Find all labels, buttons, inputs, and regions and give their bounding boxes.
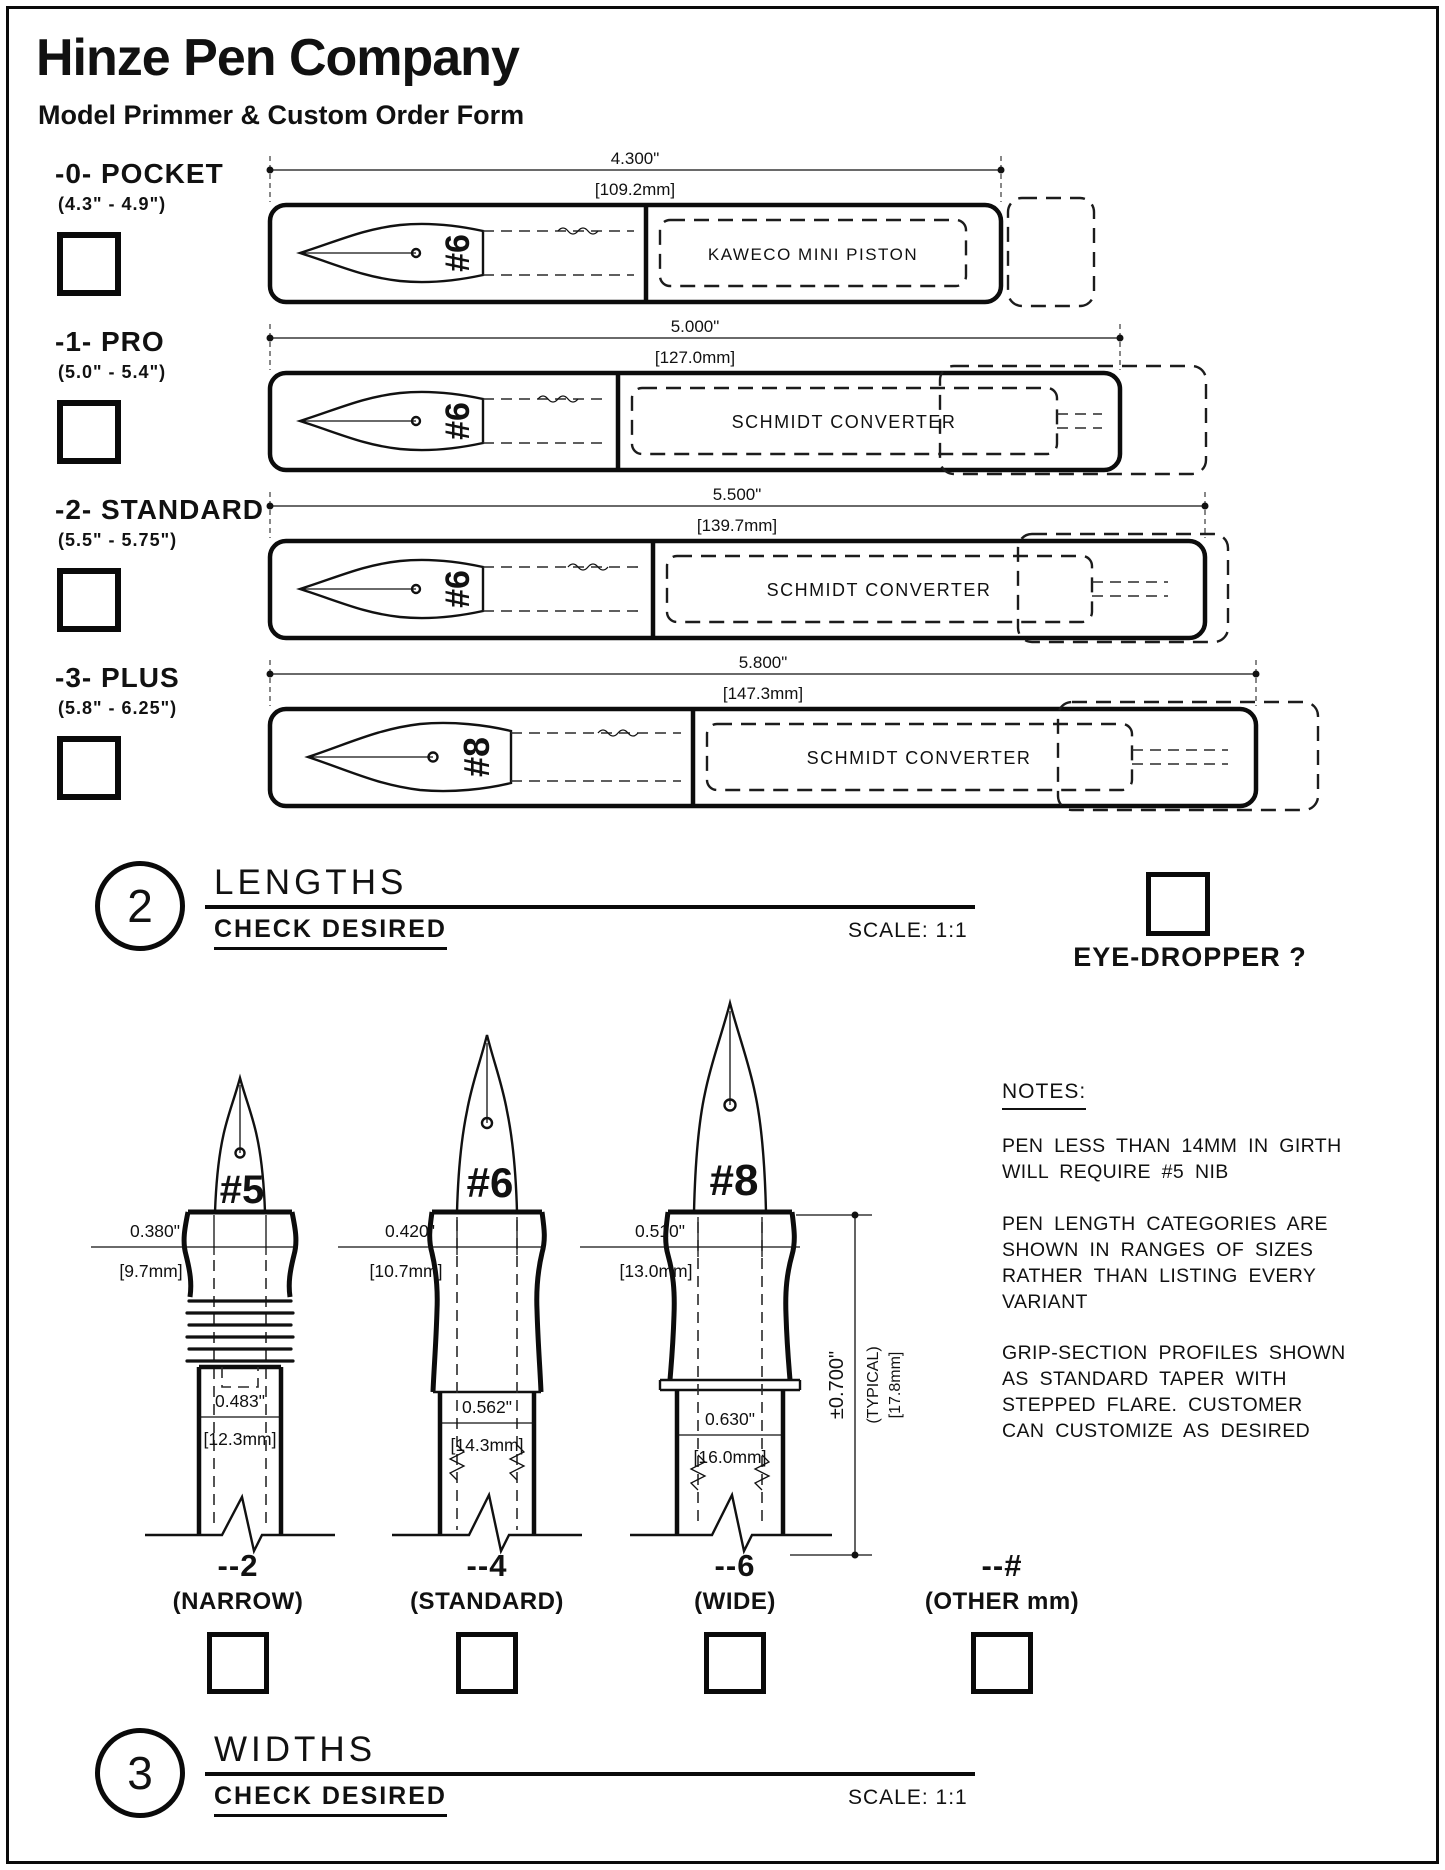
widths-scale-label: SCALE: 1:1 [848, 1786, 968, 1809]
nib6-dia-mm: [10.7mm] [369, 1261, 443, 1281]
section8-dia-inches: 0.630" [704, 1409, 756, 1429]
width-wide-checkbox[interactable] [704, 1632, 766, 1694]
pen-drawing-pro [228, 318, 1378, 478]
model-pocket-code: -0- POCKET [55, 158, 224, 189]
model-pocket-checkbox[interactable] [57, 232, 121, 296]
pro-nib-size-label: #6 [439, 402, 477, 440]
plus-nib-size-label: #8 [456, 736, 497, 778]
section-rule [205, 905, 975, 909]
width-narrow-checkbox[interactable] [207, 1632, 269, 1694]
width-option-wide [620, 1548, 850, 1699]
nib8-drawing [560, 985, 970, 1595]
plus-length-mm: [147.3mm] [722, 684, 804, 703]
lengths-check-desired-label: CHECK DESIRED [214, 915, 447, 950]
section6-dia-mm: [14.3mm] [450, 1435, 524, 1455]
typical-height-note: (TYPICAL) [865, 1346, 882, 1424]
width-other-code: --# [981, 1548, 1023, 1583]
section6-dia-inches: 0.562" [461, 1397, 513, 1417]
pocket-filling-system-label: KAWECO MINI PISTON [707, 245, 919, 264]
pro-filling-system-label: SCHMIDT CONVERTER [731, 412, 957, 432]
nib6-size-label: #6 [466, 1159, 514, 1206]
model-plus-code: -3- PLUS [55, 662, 180, 693]
width-option-standard [372, 1548, 602, 1699]
model-pro-code: -1- PRO [55, 326, 165, 357]
section-number: 2 [127, 880, 153, 932]
lengths-section-title: LENGTHS [214, 863, 408, 902]
width-wide-name: (WIDE) [694, 1588, 776, 1615]
pocket-length-inches: 4.300" [610, 150, 660, 168]
width-wide-code: --6 [714, 1548, 756, 1583]
typical-height-mm: [17.8mm] [887, 1351, 904, 1419]
plus-filling-system-label: SCHMIDT CONVERTER [806, 748, 1032, 768]
pen-drawing-pocket [228, 150, 1378, 310]
notes-heading: NOTES: [1002, 1078, 1086, 1110]
width-standard-name: (STANDARD) [410, 1588, 564, 1615]
widths-check-desired-label: CHECK DESIRED [214, 1782, 447, 1817]
plus-length-inches: 5.800" [738, 654, 788, 672]
width-narrow-code: --2 [217, 1548, 259, 1583]
pen-drawing-standard [228, 486, 1378, 646]
section5-dia-inches: 0.483" [214, 1391, 266, 1411]
note-item: GRIP-SECTION PROFILES SHOWN AS STANDARD TAPER WITH STEPPED FLARE. CUSTOMER CAN CUSTOMIZE AS DESIRED [1002, 1342, 1346, 1443]
width-narrow-name: (NARROW) [172, 1588, 304, 1615]
nib5-size-label: #5 [219, 1168, 265, 1212]
section-number: 3 [127, 1747, 153, 1799]
model-plus-range: (5.8" - 6.25") [58, 698, 178, 718]
nib5-dia-inches: 0.380" [129, 1221, 181, 1241]
nib8-size-label: #8 [709, 1156, 759, 1205]
model-pro-range: (5.0" - 5.4") [58, 362, 167, 382]
typical-height-value: ±0.700" [826, 1350, 848, 1420]
pro-length-inches: 5.000" [670, 318, 720, 336]
nib8-dia-mm: [13.0mm] [619, 1261, 693, 1281]
form-subtitle: Model Primmer & Custom Order Form [38, 100, 525, 130]
note-item: PEN LESS THAN 14MM IN GIRTH WILL REQUIRE #5 NIB [1002, 1134, 1342, 1183]
model-standard-range: (5.5" - 5.75") [58, 530, 178, 550]
eyedropper-label: EYE-DROPPER ? [1073, 942, 1307, 972]
pro-length-mm: [127.0mm] [654, 348, 736, 367]
pen-drawing-plus [228, 654, 1378, 814]
nib5-dia-mm: [9.7mm] [119, 1261, 183, 1281]
section-number-badge [95, 1728, 185, 1818]
model-pocket-range: (4.3" - 4.9") [58, 194, 167, 214]
standard-filling-system-label: SCHMIDT CONVERTER [766, 580, 992, 600]
width-standard-checkbox[interactable] [456, 1632, 518, 1694]
model-standard-code: -2- STANDARD [55, 494, 265, 525]
model-plus-checkbox[interactable] [57, 736, 121, 800]
eyedropper-checkbox[interactable] [1146, 872, 1210, 936]
width-option-narrow [123, 1548, 353, 1699]
width-other-name: (OTHER mm) [924, 1588, 1080, 1615]
nib6-dia-inches: 0.420" [384, 1221, 436, 1241]
section-number-badge [95, 861, 185, 951]
section-rule [205, 1772, 975, 1776]
section8-dia-mm: [16.0mm] [693, 1447, 767, 1467]
model-pro-checkbox[interactable] [57, 400, 121, 464]
notes-block [1002, 1078, 1350, 1471]
note-item: PEN LENGTH CATEGORIES ARE SHOWN IN RANGES OF SIZES RATHER THAN LISTING EVERY VARIANT [1002, 1212, 1328, 1313]
width-option-other [887, 1548, 1117, 1699]
width-other-checkbox[interactable] [971, 1632, 1033, 1694]
widths-section-title: WIDTHS [214, 1730, 377, 1769]
lengths-scale-label: SCALE: 1:1 [848, 919, 968, 942]
standard-length-inches: 5.500" [712, 486, 762, 504]
pocket-nib-size-label: #6 [439, 234, 477, 272]
standard-nib-size-label: #6 [439, 570, 477, 608]
pocket-length-mm: [109.2mm] [594, 180, 676, 199]
company-title: Hinze Pen Company [36, 29, 519, 87]
width-standard-code: --4 [466, 1548, 508, 1583]
standard-length-mm: [139.7mm] [696, 516, 778, 535]
nib8-dia-inches: 0.510" [634, 1221, 686, 1241]
section5-dia-mm: [12.3mm] [203, 1429, 277, 1449]
widths-section-header [0, 1728, 1445, 1838]
model-standard-checkbox[interactable] [57, 568, 121, 632]
